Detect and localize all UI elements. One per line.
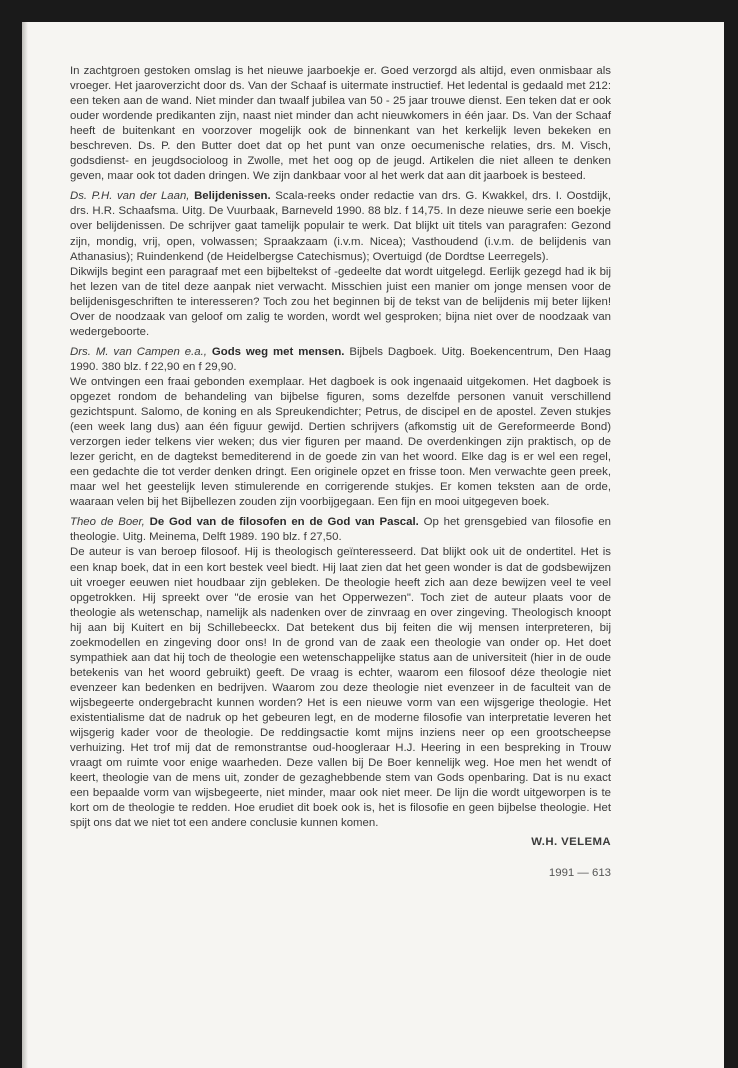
review-header (70, 189, 611, 264)
review-header (70, 345, 611, 375)
review-body: We ontvingen een fraai gebonden exemplaar. Het dagboek is ook ingenaaid uitgekomen. Het dagboek is opgezet rondom de behandeling van bijbelse figuren, soms dezelfde personen vanuit verschillend gezichtspunt. Salomo, de koning en als Spreukendichter; Petrus, de discipel en de apostel. Zeven stukjes (een week lang dus) aan één figuur gewijd. Dertien schrijvers (afkomstig uit de Gereformeerde Bond) verzorgen ieder telkens vier weken; dus vier figuren per maand. De overdenkingen zijn praktisch, op de lezer gericht, en de dagtekst bemediterend in de goede zin van het woord. Elke dag is er wel een regel, een gedachte die tot verder denken dringt. Een originele opzet en frisse toon. Men verwachte geen preek, maar wel het geestelijk leven stimulerende en corrigerende stukjes. Er komen teksten aan de orde, waaraan velen bij het Bijbellezen zouden zijn voorbijgegaan. Een fijn en mooi uitgegeven boek. (70, 375, 611, 509)
review-title: De God van de filosofen en de God van Pascal. (149, 516, 419, 529)
review-3 (70, 515, 611, 831)
review-1 (70, 189, 611, 339)
review-body: In deze nieuwe serie een boekje over belijdenissen. De schrijver gaat tamelijk populair te werk. Dat blijkt uit titels van paragrafen: Gezond zijn, mondig, vrij, open, volwassen; Spraakzaam (i.v.m. Nicea); Vasthoudend (i.v.m. de belijdenis van Athanasius); Ruindenkend (de Heidelbergse Catechismus); Overtuigd (de Dordtse Leerregels). (70, 205, 611, 263)
review-author: Theo de Boer, (70, 516, 145, 529)
review-2 (70, 345, 611, 511)
page-gutter-shadow (22, 22, 28, 1068)
review-body: Dikwijls begint een paragraaf met een bijbeltekst of -gedeelte dat wordt uitgelegd. Eerlijk gezegd had ik bij het lezen van de titel deze aanpak niet verwacht. Misschien juist een manier om jonge mensen voor de belijdenisgeschriften te interesseren? Toch zou het beginnen bij de tekst van de belijdenis mij beter lijken! Over de noodzaak van geloof om zalig te worden, wordt wel gesproken; bijna niet over de noodzaak van wedergeboorte. (70, 265, 611, 338)
review-info: Op het grensgebied van filosofie en theologie. Uitg. Meinema, Delft 1989. 190 blz. f 27,50. (70, 516, 612, 544)
text-column (70, 64, 611, 881)
review-title: Belijdenissen. (194, 190, 271, 203)
intro-paragraph: In zachtgroen gestoken omslag is het nieuwe jaarboekje er. Goed verzorgd als altijd, even onmisbaar als vroeger. Het jaaroverzicht door ds. Van der Schaaf is uitermate instructief. Het ledental is gedaald met 212: een teken aan de wand. Niet minder dan twaalf jubilea van 50 - 25 jaar trouwe dienst. Een teken dat er ook ouder wordende predikanten zijn, naast niet minder dan acht nieuwkomers in één jaar. Ds. Van der Schaaf heeft de buitenkant en voorzover mogelijk ook de binnenkant van het kerkelijk leven bekeken en beschreven. Ds. P. den Butter doet dat op het punt van onze oecumenische relaties, drs. M. Visch, godsdienst- en jeugdsocioloog in Zwolle, met het oog op de jeugd. Artikelen die niet alleen te denken geven, maar ook tot daden dringen. We zijn dankbaar voor al het werk dat aan dit jaarboek is besteed. (70, 65, 611, 183)
review-title: Gods weg met mensen. (211, 345, 345, 358)
review-info: Scala-reeks onder redactie van drs. G. Kwakkel, drs. I. Oostdijk, drs. H.R. Schaafsma. Uitg. De Vuurbaak, Barneveld 1990. 88 blz. f 14,75. (70, 190, 611, 218)
reviewer-signature: W.H. VELEMA (531, 836, 611, 849)
review-header (70, 515, 611, 545)
review-author: Drs. M. van Campen e.a., (70, 345, 207, 358)
review-body: De auteur is van beroep filosoof. Hij is theologisch geïnteresseerd. Dat blijkt ook uit de ondertitel. Het is een knap boek, dat in een kort bestek veel biedt. Hij laat zien dat het geen wonder is dat de godsbewijzen uit vroeger eeuwen niet houdbaar zijn gebleken. De theologie heeft zich aan deze bewijzen veel te veel opgetrokken. Hij spreekt over "de erosie van het Opperwezen". Toch ziet de auteur plaats voor de theologie als wetenschap, namelijk als nadenken over de zinvraag en over zingeving. Theologisch knoopt hij aan bij Kuitert en bij Schillebeeckx. Dat betekent dus bij feiten die wij mensen interpreteren, bij zoekmodellen en zingeving door ons! In de grond van de zaak een theologie van onder op. Het doet sympathiek aan dat hij toch de theologie een wetenschappelijke status aan de universiteit (hier in de oude betekenis van het woord gebruikt) geeft. De vraag is echter, waarom een filosoof déze theologie niet evenzeer kan bedenken en bedrijven. Waarom zou deze theologie niet evenzeer in de faculteit van de wijsbegeerte ondergebracht kunnen worden? Het is een nieuwe vorm van een wijsgerige theologie. Het existentialisme dat de nadruk op het gebeuren legt, en de moderne filosofie van interpretatie leveren het wijsgerig kader voor de theologie. De reddingsactie komt mijns inziens neer op een grootscheepse verhuizing. Het trof mij dat de remonstrantse oud-hoogleraar H.J. Heering in een bespreking in Trouw vraagt om ruimte voor enige waarheden. Deze vallen bij De Boer kennelijk weg. Hoe men het wendt of keert, theologie van de mens uit, zonder de gezaghebbende stem van Gods openbaring. Dat is nu exact een bepaalde vorm van wijsbegeerte, niet minder, maar ook niet meer. De lijn die wordt uitgeworpen is te kort om de theologie te redden. Hoe erudiet dit boek ook is, het is filosofie en geen bijbelse theologie. Het spijt ons dat we niet tot een andere conclusie kunnen komen. (70, 546, 611, 830)
review-author: Ds. P.H. van der Laan, (70, 190, 190, 203)
review-info: Bijbels Dagboek. Uitg. Boekencentrum, Den Haag 1990. 380 blz. f 22,90 en f 29,90. (70, 345, 611, 373)
page-folio: 1991 — 613 (548, 867, 611, 880)
